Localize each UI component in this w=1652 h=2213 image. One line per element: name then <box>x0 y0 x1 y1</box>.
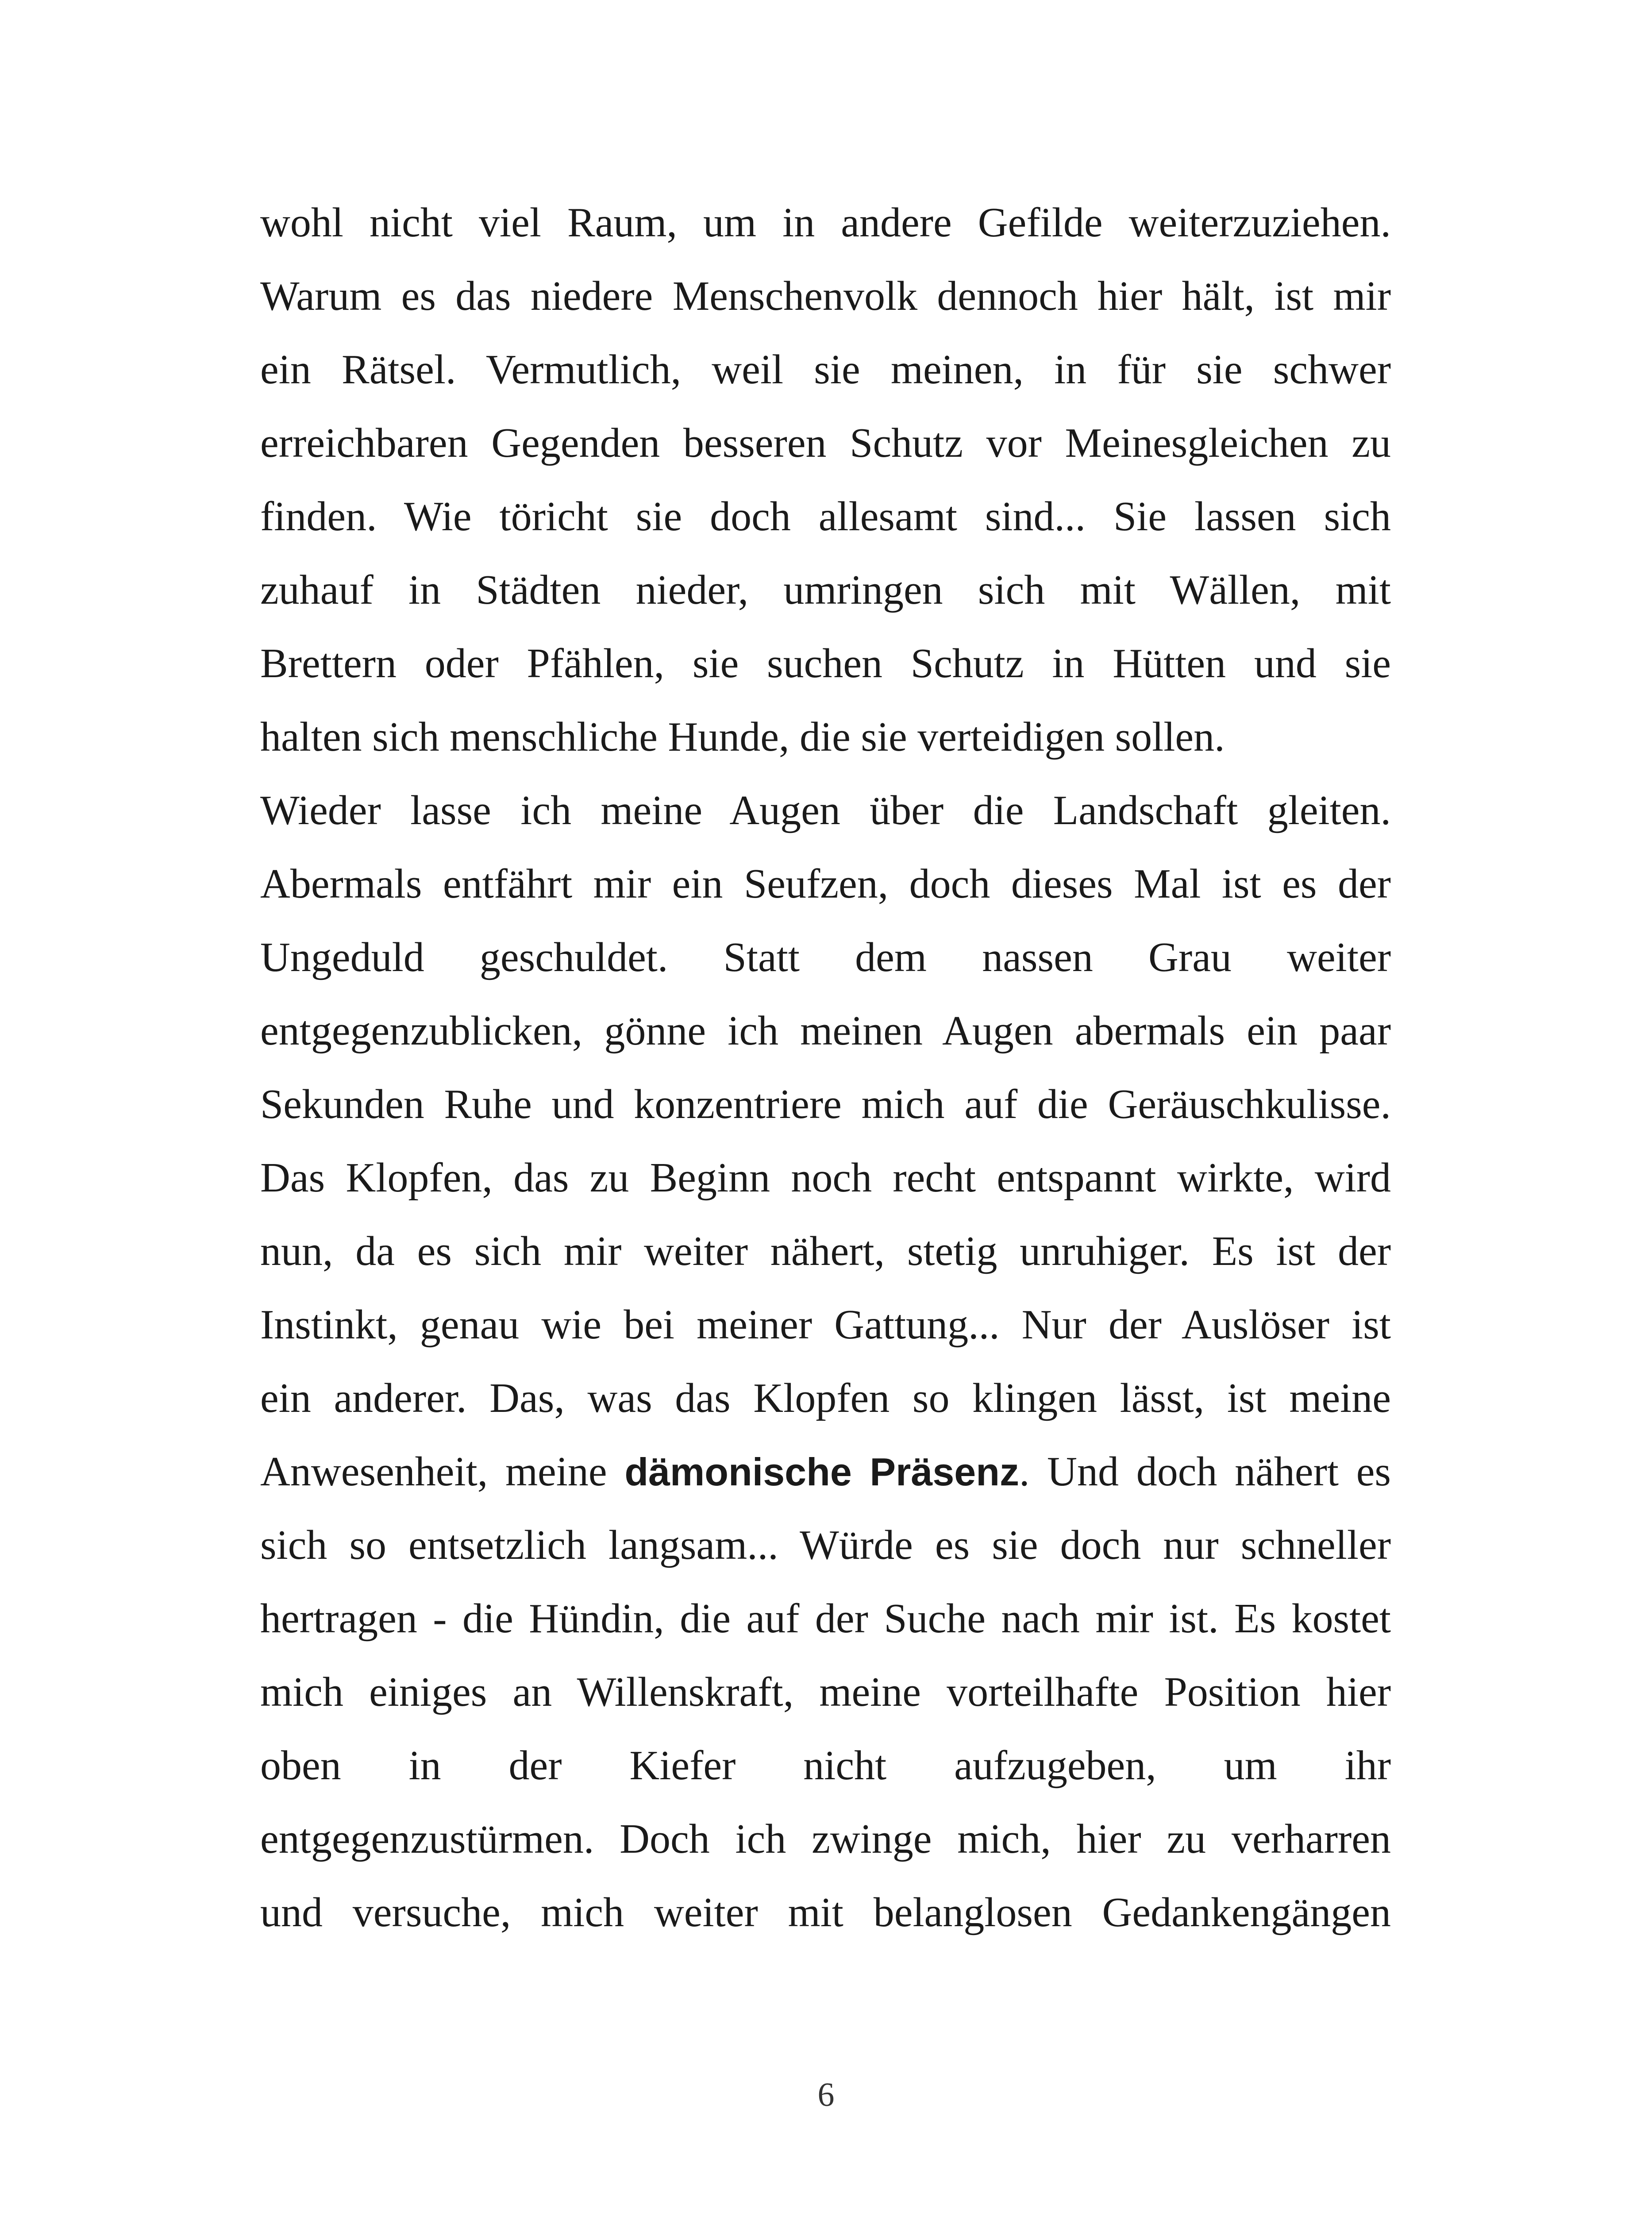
text-line: und versuche, mich weiter mit belanglosen Gedankengängen <box>260 1889 1391 1935</box>
text-line: hertragen - die Hündin, die auf der Suche nach mir ist. Es kostet <box>260 1596 1391 1642</box>
text-line: Warum es das niedere Menschenvolk dennoch hier hält, ist mir <box>260 273 1391 319</box>
text-line: finden. Wie töricht sie doch allesamt sind... Sie lassen sich <box>260 493 1391 540</box>
text-line: oben in der Kiefer nicht aufzugeben, um ihr <box>260 1743 1391 1789</box>
body-text <box>260 186 1391 1949</box>
text-line: Abermals entfährt mir ein Seufzen, doch dieses Mal ist es der <box>260 861 1391 907</box>
text-line: erreichbaren Gegenden besseren Schutz vor Meinesgleichen zu <box>260 420 1391 466</box>
text-line: zuhauf in Städten nieder, umringen sich mit Wällen, mit <box>260 567 1391 613</box>
text-line: mich einiges an Willenskraft, meine vorteilhafte Position hier <box>260 1669 1391 1715</box>
text-line: nun, da es sich mir weiter nähert, stetig unruhiger. Es ist der <box>260 1228 1391 1274</box>
text-line: Anwesenheit, meine dämonische Präsenz. Und doch nähert es <box>260 1449 1391 1495</box>
text-line: Instinkt, genau wie bei meiner Gattung... Nur der Auslöser ist <box>260 1302 1391 1348</box>
page-number: 6 <box>817 2076 835 2113</box>
text-line: ein anderer. Das, was das Klopfen so klingen lässt, ist meine <box>260 1375 1391 1421</box>
text-line: entgegenzustürmen. Doch ich zwinge mich, hier zu verharren <box>260 1816 1391 1862</box>
text-line: wohl nicht viel Raum, um in andere Gefilde weiterzuziehen. <box>260 200 1391 246</box>
text-line: Sekunden Ruhe und konzentriere mich auf die Geräuschkulisse. <box>260 1081 1391 1127</box>
text-line: Wieder lasse ich meine Augen über die Landschaft gleiten. <box>260 787 1391 833</box>
text-line: Brettern oder Pfählen, sie suchen Schutz in Hütten und sie <box>260 640 1391 686</box>
text-line: entgegenzublicken, gönne ich meinen Augen abermals ein paar <box>260 1008 1391 1054</box>
text-line: halten sich menschliche Hunde, die sie verteidigen sollen. <box>260 714 1225 760</box>
text-line: ein Rätsel. Vermutlich, weil sie meinen, in für sie schwer <box>260 347 1391 393</box>
text-line: Das Klopfen, das zu Beginn noch recht entspannt wirkte, wird <box>260 1155 1391 1201</box>
text-line: sich so entsetzlich langsam... Würde es sie doch nur schneller <box>260 1522 1391 1568</box>
bold-phrase: dämonische Präsenz <box>624 1450 1019 1494</box>
text-line: Ungeduld geschuldet. Statt dem nassen Grau weiter <box>260 934 1391 980</box>
